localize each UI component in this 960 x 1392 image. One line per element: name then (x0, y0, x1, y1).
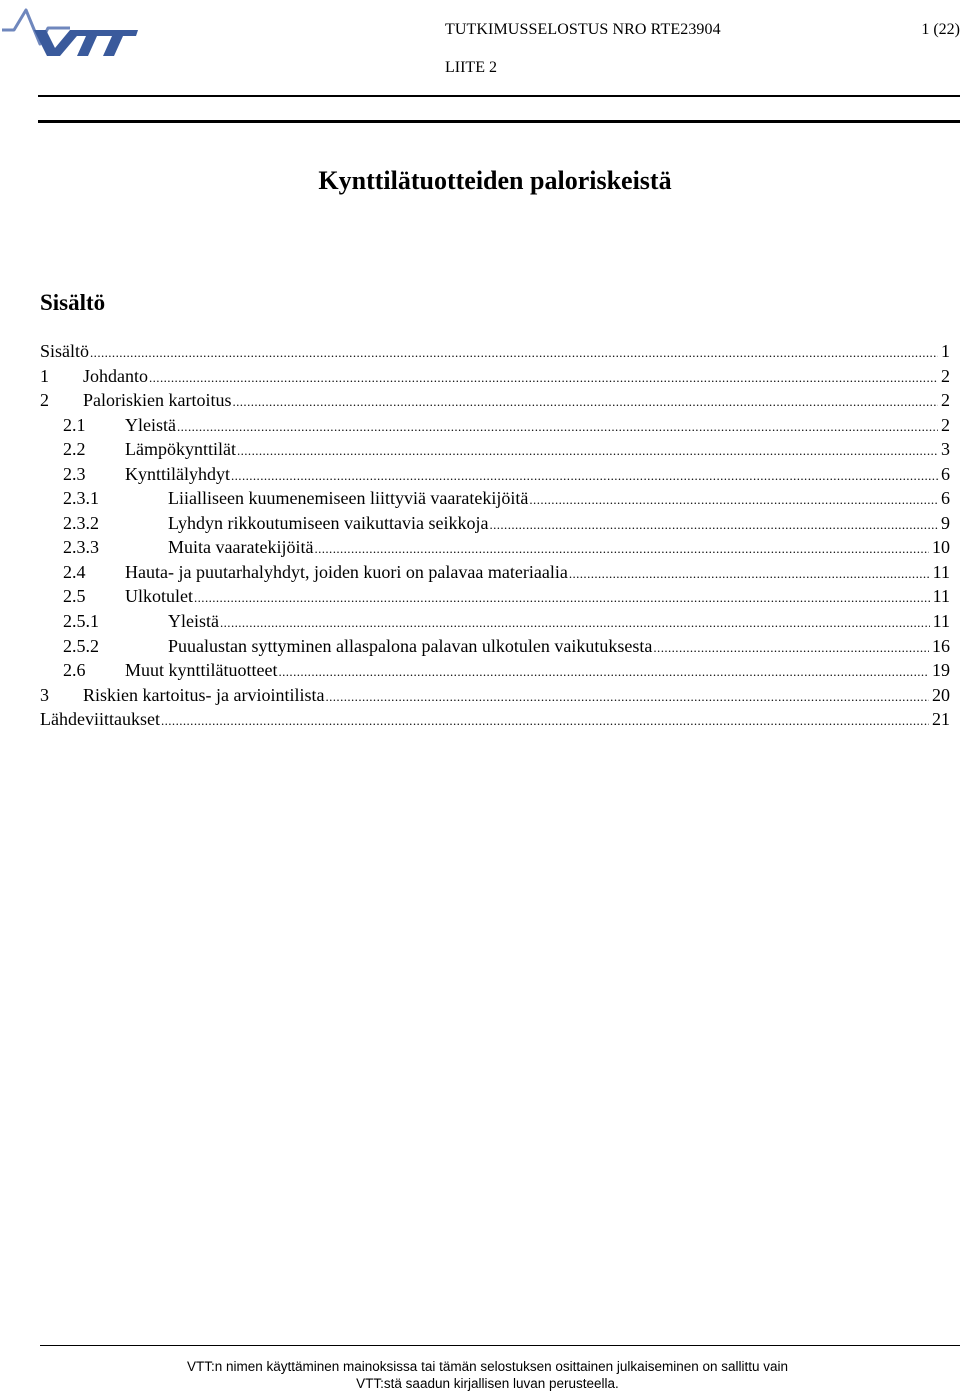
toc-entry[interactable] (40, 707, 950, 732)
toc-entry-page: 11 (932, 561, 950, 582)
toc-entry-page: 16 (932, 635, 950, 656)
toc-entry[interactable] (40, 609, 950, 634)
toc-entry[interactable] (40, 683, 950, 708)
toc-dot-leader (148, 366, 938, 391)
toc-dot-leader (313, 537, 929, 562)
toc-entry-title: Lähdeviittaukset (40, 709, 160, 730)
toc-entry[interactable] (40, 413, 950, 438)
toc-entry-page: 6 (941, 463, 950, 484)
toc-entry-title: Yleistä (125, 414, 176, 435)
toc-entry-title: Riskien kartoitus- ja arviointilista (83, 684, 325, 705)
toc-entry[interactable] (40, 437, 950, 462)
toc-entry-number: 2.3.3 (63, 537, 99, 558)
toc-entry-page: 11 (932, 586, 950, 607)
toc-entry-title: Muita vaaratekijöitä (168, 537, 314, 558)
toc-entry-number: 1 (40, 365, 49, 386)
table-of-contents (40, 339, 950, 732)
header-divider (38, 95, 960, 97)
header-divider-thick (38, 120, 960, 123)
toc-dot-leader (652, 636, 929, 661)
page-indicator: 1 (22) (921, 21, 960, 38)
toc-entry-page: 21 (932, 709, 950, 730)
toc-entry[interactable] (40, 462, 950, 487)
toc-entry-page: 1 (941, 341, 950, 361)
toc-entry-number: 2.6 (63, 660, 86, 681)
toc-entry[interactable] (40, 511, 950, 536)
toc-entry-title: Hauta- ja puutarhalyhdyt, joiden kuori on palavaa materiaalia (125, 561, 568, 582)
toc-entry-title: Lyhdyn rikkoutumiseen vaikuttavia seikkoja (168, 512, 489, 533)
toc-entry[interactable] (40, 658, 950, 683)
footer-line: VTT:n nimen käyttäminen mainoksissa tai tämän selostuksen osittainen julkaiseminen on sallittu vain (186, 1359, 789, 1374)
toc-heading: Sisältö (40, 290, 106, 315)
toc-entry[interactable] (40, 364, 950, 389)
toc-dot-leader (324, 685, 929, 710)
toc-entry-number: 2.3.1 (63, 488, 99, 509)
toc-dot-leader (193, 586, 930, 611)
toc-entry[interactable] (40, 535, 950, 560)
toc-entry-title: Muut kynttilätuotteet (125, 660, 278, 681)
toc-entry-page: 19 (932, 660, 950, 681)
document-title: Kynttilätuotteiden paloriskeistä (318, 166, 672, 195)
footer-disclaimer (0, 1358, 960, 1392)
toc-dot-leader (176, 415, 938, 440)
toc-entry-title: Sisältö (40, 341, 90, 361)
toc-entry-title: Puualustan syttyminen allaspalona palavan ulkotulen vaikutuksesta (168, 635, 653, 656)
toc-dot-leader (277, 660, 929, 685)
toc-entry[interactable] (40, 584, 950, 609)
toc-entry-title: Lämpökynttilät (125, 439, 236, 460)
toc-dot-leader (160, 709, 929, 734)
toc-entry-number: 2.5 (63, 586, 86, 607)
toc-entry-title: Paloriskien kartoitus (83, 390, 232, 411)
toc-entry[interactable] (40, 339, 950, 364)
toc-entry-number: 2.3.2 (63, 512, 99, 533)
toc-entry-number: 3 (40, 684, 49, 705)
toc-entry-page: 3 (941, 439, 950, 460)
footer-divider (40, 1345, 960, 1346)
toc-entry-page: 20 (932, 684, 950, 705)
toc-entry-number: 2.3 (63, 463, 86, 484)
report-title: TUTKIMUSSELOSTUS NRO RTE23904 (445, 21, 721, 38)
toc-entry-title: Johdanto (83, 365, 148, 386)
toc-entry[interactable] (40, 560, 950, 585)
toc-dot-leader (89, 341, 938, 366)
footer-line: VTT:stä saadun kirjallisen luvan perusteella. (356, 1376, 619, 1391)
toc-entry-title: Yleistä (168, 611, 219, 632)
toc-entry-page: 2 (941, 414, 950, 435)
toc-entry[interactable] (40, 486, 950, 511)
toc-entry[interactable] (40, 388, 950, 413)
toc-entry-page: 2 (941, 390, 950, 411)
toc-dot-leader (568, 562, 930, 587)
toc-entry-title: Liialliseen kuumenemiseen liittyviä vaaratekijöitä (168, 488, 529, 509)
toc-entry-number: 2.5.2 (63, 635, 99, 656)
toc-entry-page: 2 (941, 365, 950, 386)
toc-dot-leader (488, 513, 938, 538)
toc-dot-leader (231, 390, 938, 415)
toc-dot-leader (230, 464, 938, 489)
toc-entry-page: 10 (932, 537, 950, 558)
toc-entry-page: 11 (932, 611, 950, 632)
vtt-logo-icon (0, 4, 140, 56)
toc-dot-leader (528, 488, 938, 513)
toc-entry[interactable] (40, 634, 950, 659)
toc-entry-number: 2.1 (63, 414, 86, 435)
toc-dot-leader (219, 611, 930, 636)
toc-entry-page: 6 (941, 488, 950, 509)
toc-entry-number: 2.4 (63, 561, 86, 582)
toc-entry-number: 2.2 (63, 439, 86, 460)
toc-entry-number: 2 (40, 390, 49, 411)
toc-entry-page: 9 (941, 512, 950, 533)
toc-entry-title: Ulkotulet (125, 586, 193, 607)
toc-entry-number: 2.5.1 (63, 611, 99, 632)
toc-entry-title: Kynttilälyhdyt (125, 463, 230, 484)
toc-dot-leader (236, 439, 938, 464)
appendix-label: LIITE 2 (445, 59, 497, 76)
